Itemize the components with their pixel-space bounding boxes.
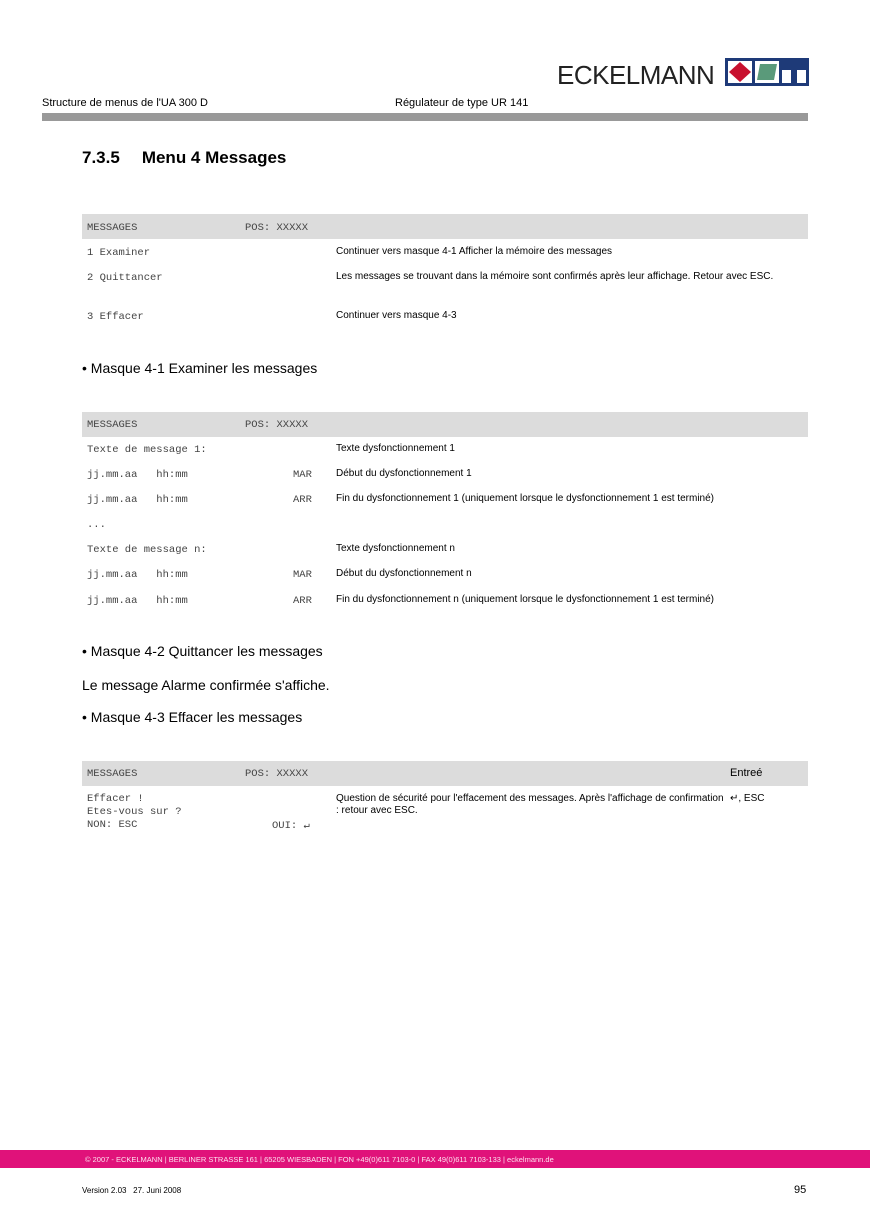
table2-row-3-left: jj.mm.aa hh:mm: [87, 494, 188, 506]
footer-bar-text: © 2007 - ECKELMANN | BERLINER STRASSE 161 | 65205 WIESBADEN | FON +49(0)611 7103-0 | FAX 49(0)611 7103-133 | eckelmann.de: [85, 1155, 554, 1164]
table1-row-2-desc: Les messages se trouvant dans la mémoire sont confirmés après leur affichage. Retour avec ESC.: [336, 271, 774, 282]
header-center-title: Régulateur de type UR 141: [395, 97, 529, 109]
table2-head-pos: POS: XXXXX: [245, 419, 309, 431]
table2-row-2-left: jj.mm.aa hh:mm: [87, 469, 188, 481]
table1-head-left: MESSAGES: [87, 222, 138, 234]
table1-header: [82, 214, 808, 239]
table2-row-1-left: Texte de message 1:: [87, 444, 207, 456]
table1-row-1-left: 1 Examiner: [87, 247, 151, 259]
bullet-masque-4-1-text: Masque 4-1 Examiner les messages: [90, 360, 318, 376]
page-number: 95: [794, 1184, 807, 1196]
table1-row-3-desc: Continuer vers masque 4-3: [336, 310, 457, 321]
table2-row-5-desc: Texte dysfonctionnement n: [336, 543, 455, 554]
table3-header: [82, 761, 808, 786]
table3-entry: ↵, ESC: [730, 793, 765, 804]
table2-row-7-desc: Fin du dysfonctionnement n (uniquement lorsque le dysfonctionnement 1 est terminé): [336, 594, 714, 605]
table3-line-3: NON: ESC: [87, 819, 138, 831]
footer-date: 27. Juni 2008: [133, 1186, 182, 1195]
table2-head-left: MESSAGES: [87, 419, 138, 431]
table2-row-1-desc: Texte dysfonctionnement 1: [336, 443, 455, 454]
table3-line-1: Effacer !: [87, 793, 144, 805]
footer-version: [82, 1186, 181, 1195]
table3-head-pos: POS: XXXXX: [245, 768, 309, 780]
table2-row-6-left: jj.mm.aa hh:mm: [87, 569, 188, 581]
table2-row-6-desc: Début du dysfonctionnement n: [336, 568, 472, 579]
header-left-title: Structure de menus de l'UA 300 D: [42, 97, 208, 109]
section-heading: [82, 148, 286, 168]
footer-version-number: Version 2.03: [82, 1186, 127, 1195]
eckelmann-logo-icon: [725, 58, 809, 86]
table2-row-3-tag: ARR: [293, 494, 312, 506]
table1-head-pos: POS: XXXXX: [245, 222, 309, 234]
table1-row-2-left: 2 Quittancer: [87, 272, 163, 284]
table2-row-5-left: Texte de message n:: [87, 544, 207, 556]
logo-blue-stem: [791, 70, 797, 83]
table2-row-6-tag: MAR: [293, 569, 312, 581]
bullet-masque-4-1: • Masque 4-1 Examiner les messages: [82, 360, 318, 376]
table2-row-7-tag: ARR: [293, 595, 312, 607]
table3-head-left: MESSAGES: [87, 768, 138, 780]
logo-green-shape: [757, 64, 777, 80]
table3-desc: Question de sécurité pour l'effacement des messages. Après l'affichage de confirmation : retour avec ESC.: [336, 793, 724, 816]
table3-oui: OUI: ↵: [272, 820, 310, 832]
brand-logo-text: ECKELMANN: [557, 60, 715, 90]
table3-line-2: Etes-vous sur ?: [87, 806, 182, 818]
paragraph-alarme: Le message Alarme confirmée s'affiche.: [82, 677, 330, 693]
bullet-masque-4-2: • Masque 4-2 Quittancer les messages: [82, 643, 323, 659]
table2-header: [82, 412, 808, 437]
table2-row-ellipsis: ...: [87, 519, 106, 531]
header-rule: [42, 113, 808, 121]
table1-row-1-desc: Continuer vers masque 4-1 Afficher la mémoire des messages: [336, 246, 613, 257]
table2-row-2-tag: MAR: [293, 469, 312, 481]
table2-row-3-desc: Fin du dysfonctionnement 1 (uniquement lorsque le dysfonctionnement 1 est terminé): [336, 493, 714, 504]
bullet-masque-4-3-text: Masque 4-3 Effacer les messages: [90, 709, 303, 725]
table3-head-entry: Entreé: [730, 767, 763, 779]
bullet-masque-4-3: • Masque 4-3 Effacer les messages: [82, 709, 303, 725]
bullet-masque-4-2-text: Masque 4-2 Quittancer les messages: [90, 643, 323, 659]
table2-row-7-left: jj.mm.aa hh:mm: [87, 595, 188, 607]
section-number: 7.3.5: [82, 148, 120, 167]
table2-row-2-desc: Début du dysfonctionnement 1: [336, 468, 472, 479]
section-title: Menu 4 Messages: [141, 148, 287, 167]
logo-blue-top: [782, 61, 806, 70]
table1-row-3-left: 3 Effacer: [87, 311, 144, 323]
